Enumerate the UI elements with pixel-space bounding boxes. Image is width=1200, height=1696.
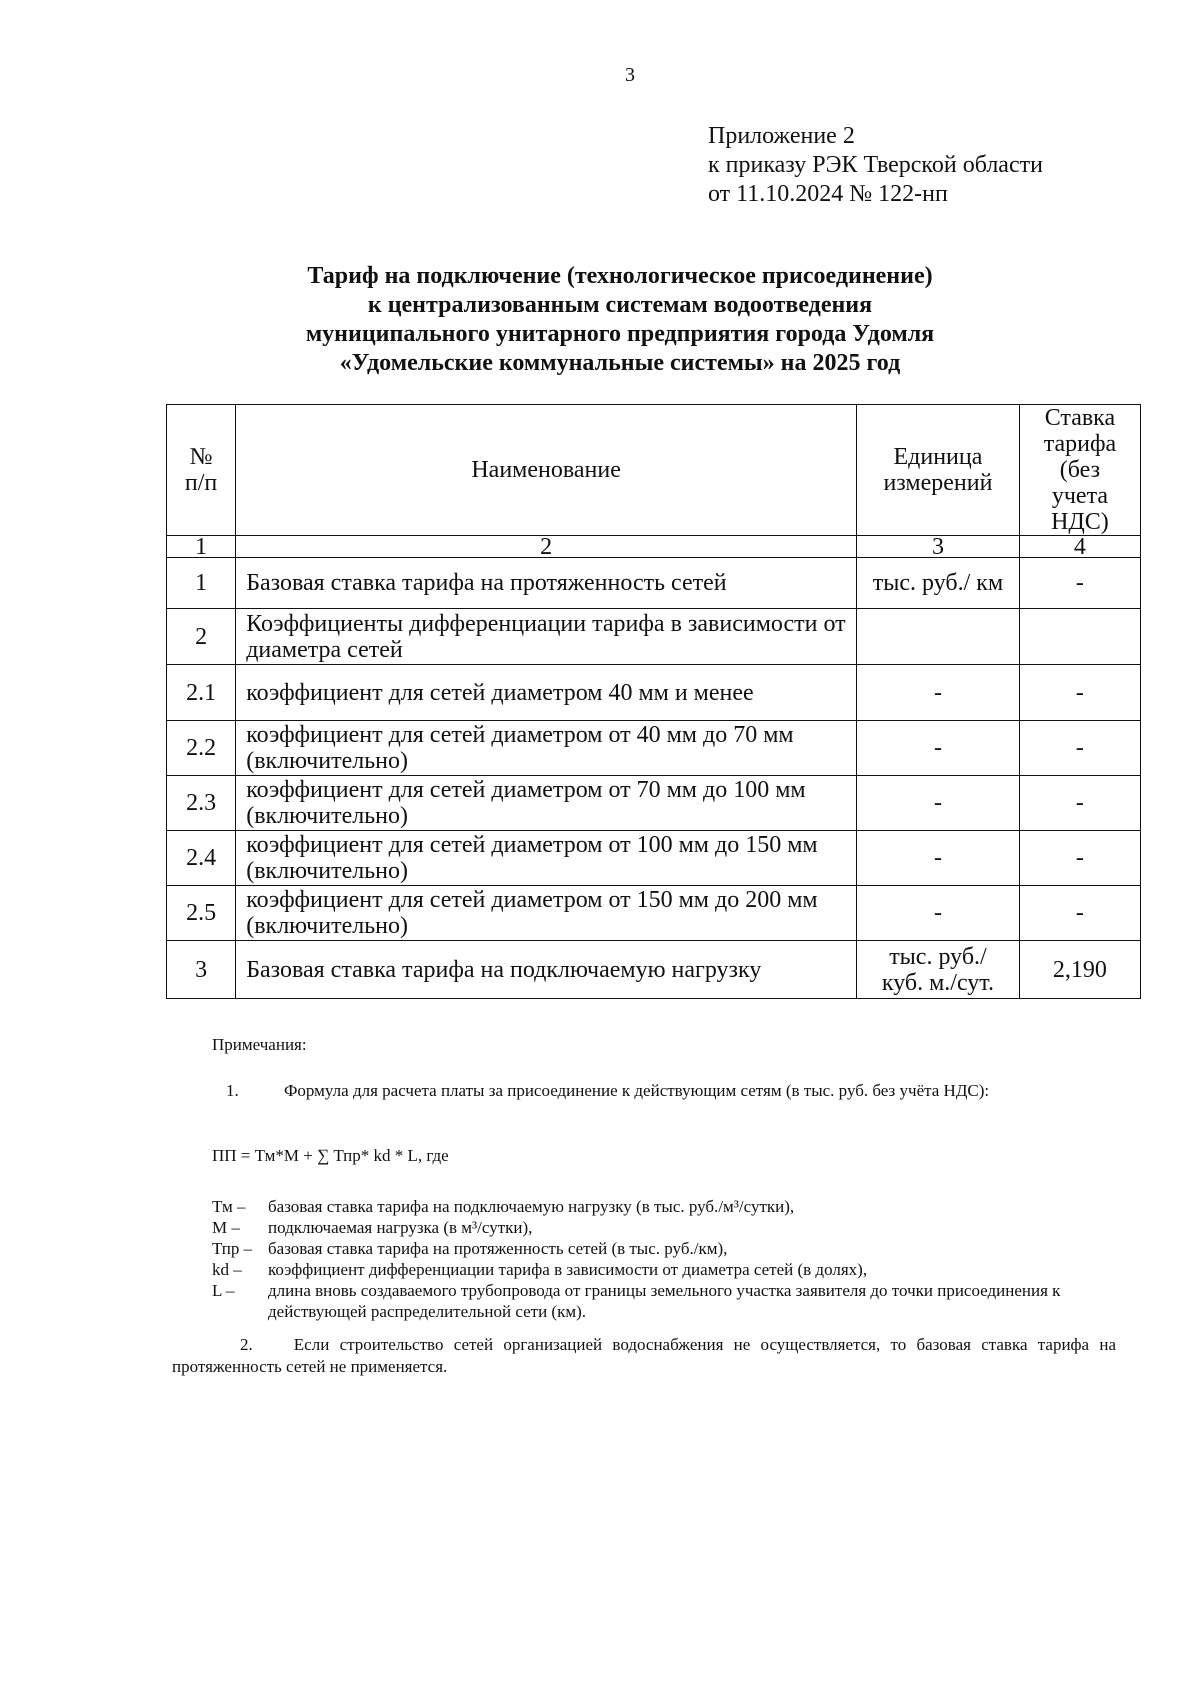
definition-symbol: М –: [212, 1218, 240, 1237]
row-rate: -: [1019, 886, 1140, 941]
table-row: [167, 941, 1141, 999]
header-name: Наименование: [236, 405, 857, 536]
row-num: 1: [167, 558, 236, 609]
row-rate: -: [1019, 831, 1140, 886]
note-2: [172, 1334, 1116, 1378]
title-line-1: Тариф на подключение (технологическое присоединение): [307, 263, 933, 289]
row-rate: -: [1019, 721, 1140, 776]
definition-text: коэффициент дифференциации тарифа в зависимости от диаметра сетей (в долях),: [268, 1260, 868, 1279]
definition-text: базовая ставка тарифа на протяженность сетей (в тыс. руб./км),: [268, 1239, 728, 1258]
table-header-row: [167, 405, 1141, 536]
index-cell: 2: [236, 536, 857, 558]
row-unit: [857, 609, 1020, 665]
row-rate: [1019, 609, 1140, 665]
title-line-3: муниципального унитарного предприятия города Удомля: [305, 321, 935, 347]
row-num: 2.2: [167, 721, 236, 776]
table-row: [167, 558, 1141, 609]
note-1: [226, 1080, 1116, 1102]
table-row: [167, 665, 1141, 721]
table-row: [167, 886, 1141, 941]
table-index-row: [167, 536, 1141, 558]
row-num: 2.4: [167, 831, 236, 886]
row-rate: 2,190: [1019, 941, 1140, 999]
definition-text: базовая ставка тарифа на подключаемую нагрузку (в тыс. руб./м³/сутки),: [268, 1197, 795, 1216]
note-1-text: Формула для расчета платы за присоединение к действующим сетям (в тыс. руб. без учёта НДС):: [284, 1081, 990, 1100]
row-name: коэффициент для сетей диаметром от 100 мм до 150 мм (включительно): [236, 831, 857, 886]
note-2-text: Если строительство сетей организацией водоснабжения не осуществляется, то базовая ставка тарифа на протяженность сетей не применяется.: [172, 1335, 1117, 1376]
table-row: [167, 721, 1141, 776]
row-unit: -: [857, 831, 1020, 886]
row-num: 2.5: [167, 886, 236, 941]
index-cell: 4: [1019, 536, 1140, 558]
definition-item: [212, 1238, 1116, 1259]
definition-item: [212, 1259, 1116, 1280]
definition-symbol: kd –: [212, 1260, 242, 1279]
row-name: коэффициент для сетей диаметром 40 мм и менее: [236, 665, 857, 721]
row-unit: тыс. руб./ км: [857, 558, 1020, 609]
table-row: [167, 609, 1141, 665]
definition-item: [212, 1280, 1116, 1322]
row-rate: -: [1019, 558, 1140, 609]
title-line-4: «Удомельские коммунальные системы» на 2025 год: [339, 350, 901, 376]
row-name: коэффициент для сетей диаметром от 40 мм до 70 мм (включительно): [236, 721, 857, 776]
row-num: 3: [167, 941, 236, 999]
index-cell: 3: [857, 536, 1020, 558]
table-row: [167, 831, 1141, 886]
row-unit: -: [857, 886, 1020, 941]
row-num: 2.3: [167, 776, 236, 831]
row-unit: -: [857, 665, 1020, 721]
appendix-block: [708, 122, 1043, 209]
title-line-2: к централизованным системам водоотведения: [367, 292, 873, 318]
formula-definitions: [212, 1196, 1116, 1322]
header-num: № п/п: [167, 405, 236, 536]
row-unit: -: [857, 721, 1020, 776]
index-cell: 1: [167, 536, 236, 558]
definition-symbol: Тпр –: [212, 1239, 253, 1258]
note-1-number: 1.: [226, 1081, 239, 1100]
row-name: коэффициент для сетей диаметром от 70 мм до 100 мм (включительно): [236, 776, 857, 831]
row-unit: тыс. руб./ куб. м./сут.: [857, 941, 1020, 999]
row-num: 2: [167, 609, 236, 665]
definition-text: длина вновь создаваемого трубопровода от границы земельного участка заявителя до точки присоединения к действующей распределительной сети (км).: [268, 1281, 1061, 1321]
notes-heading: Примечания:: [212, 1035, 307, 1054]
row-name: коэффициент для сетей диаметром от 150 мм до 200 мм (включительно): [236, 886, 857, 941]
row-name: Базовая ставка тарифа на протяженность сетей: [236, 558, 857, 609]
appendix-line-2: к приказу РЭК Тверской области: [708, 152, 1043, 178]
row-rate: -: [1019, 665, 1140, 721]
definition-symbol: L –: [212, 1281, 235, 1300]
definition-symbol: Тм –: [212, 1197, 246, 1216]
definition-text: подключаемая нагрузка (в м³/сутки),: [268, 1218, 533, 1237]
row-rate: -: [1019, 776, 1140, 831]
document-title: [220, 262, 1020, 378]
appendix-line-1: Приложение 2: [708, 123, 855, 149]
tariff-formula: ПП = Тм*М + ∑ Тпр* kd * L, где: [212, 1146, 449, 1165]
definition-item: [212, 1217, 1116, 1238]
note-2-number: 2.: [240, 1335, 253, 1354]
row-num: 2.1: [167, 665, 236, 721]
table-row: [167, 776, 1141, 831]
row-unit: -: [857, 776, 1020, 831]
definition-item: [212, 1196, 1116, 1217]
appendix-line-3: от 11.10.2024 № 122-нп: [708, 181, 948, 207]
header-rate: Ставка тарифа (без учета НДС): [1019, 405, 1140, 536]
page-number: 3: [625, 64, 635, 86]
header-unit: Единица измерений: [857, 405, 1020, 536]
tariff-table: [166, 404, 1141, 999]
row-name: Коэффициенты дифференциации тарифа в зависимости от диаметра сетей: [236, 609, 857, 665]
row-name: Базовая ставка тарифа на подключаемую нагрузку: [236, 941, 857, 999]
